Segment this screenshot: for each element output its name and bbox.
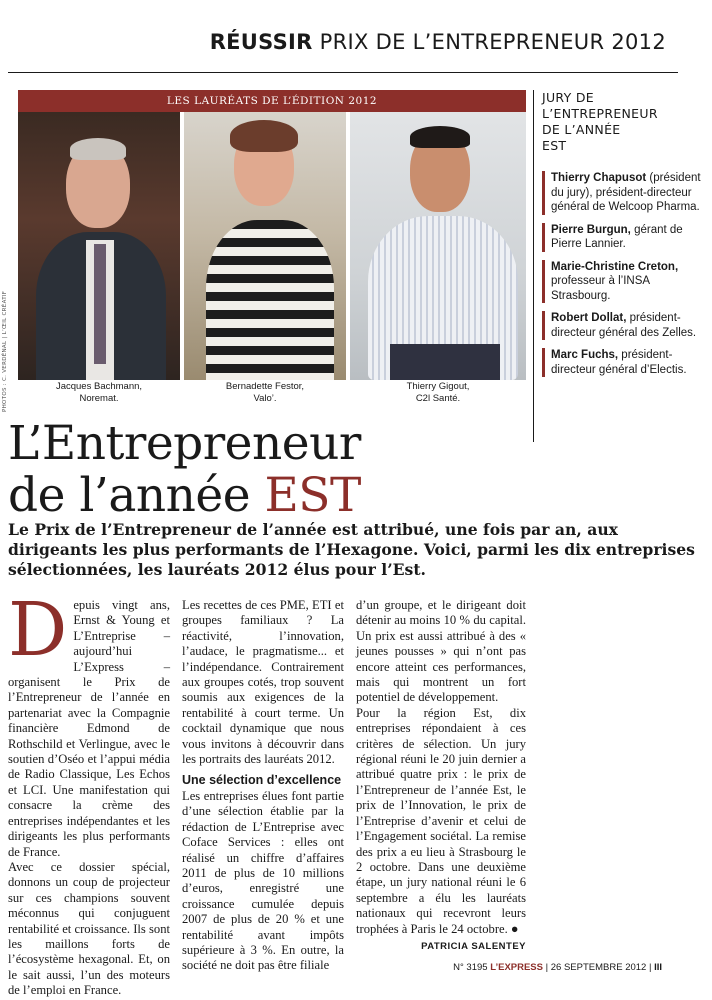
paragraph: Les entreprises élues font partie d’une sélection établie par la rédaction de L’Entreprise avec Coface Services : elles ont réalisé un chiffre d’affaires 2011 de plus de 10 millions d’euros, enregistré une croissance cumulée depuis 2007 de plus de 20 % et une rentabilité avant impôts supérieure à 3 %. En outre, la société ne doit pas être filiale bbox=[182, 788, 344, 973]
jury-member bbox=[542, 311, 707, 340]
jury-title-line: JURY DE bbox=[542, 90, 594, 105]
caption-company: Noremat. bbox=[79, 393, 119, 404]
person-hair bbox=[230, 120, 298, 152]
person-tie bbox=[94, 244, 106, 364]
caption-name: Bernadette Festor, bbox=[225, 381, 305, 392]
jury-member bbox=[542, 171, 707, 215]
page-number: III bbox=[654, 962, 662, 973]
paragraph: Avec ce dossier spécial, donnons un coup de projecteur sur ces champions souvent méconnus qui conjuguent rentabilité et croissance. Ils sont les maillons forts de l’écosystème hexagonal. Et, on le sait aussi, l’un des moteurs de l’emploi en France. bbox=[8, 859, 170, 998]
jury-member-name: Pierre Burgun, bbox=[551, 223, 631, 236]
section-label: RÉUSSIR bbox=[209, 30, 313, 54]
photo-credit: PHOTOS : C. VERDÉNAL | L’ŒIL CRÉATIF bbox=[2, 290, 8, 412]
article-column-2 bbox=[182, 598, 344, 974]
page-footer bbox=[453, 962, 662, 973]
article-column-1 bbox=[8, 587, 170, 999]
magazine-brand: L’EXPRESS bbox=[490, 962, 543, 973]
author-byline: PATRICIA SALENTEY bbox=[421, 940, 526, 952]
paragraph: d’un groupe, et le dirigeant doit détenir au moins 10 % du capital. Un prix est aussi attribué à des « jeunes pousses » qui n’ont pas encore atteint ces performances, mais qui montrent un fort potentiel de développement. bbox=[356, 598, 526, 705]
dropcap: D bbox=[8, 587, 68, 673]
photo-bernadette-festor bbox=[184, 112, 346, 380]
title-line-2 bbox=[8, 470, 361, 522]
paragraph-text: epuis vingt ans, Ernst & Young et L’Entreprise – aujourd’hui L’Express – organisent le Prix de l’Entrepreneur de l’année en partenariat avec la Compagnie financière Edmond de Rothschild et Verlingue, avec le soutien d’Oséo et l’appui média de Radio Classique, Les Echos et LCI. Une manifestation qui consacre la crème des entreprises indépendantes et les dirigeants les plus performants de France. bbox=[8, 598, 170, 859]
person-striped-top bbox=[206, 220, 334, 380]
person-trousers bbox=[390, 344, 500, 380]
article-column-3 bbox=[356, 598, 526, 954]
jury-member-role: président-directeur général des Zelles. bbox=[551, 312, 697, 339]
jury-member-role: professeur à l’INSA Strasbourg. bbox=[551, 275, 650, 302]
photo-thierry-gigout bbox=[350, 112, 526, 380]
caption-company: Valo’. bbox=[253, 393, 277, 404]
jury-list bbox=[542, 171, 707, 385]
jury-member-name: Robert Dollat, bbox=[551, 312, 627, 324]
article-title bbox=[8, 418, 361, 522]
jury-member bbox=[542, 348, 707, 377]
issue-date: | 26 SEPTEMBRE 2012 | bbox=[543, 962, 655, 973]
header-title: PRIX DE L’ENTREPRENEUR 2012 bbox=[319, 30, 666, 54]
jury-title bbox=[542, 90, 702, 154]
jury-member-name: Thierry Chapusot bbox=[551, 172, 647, 184]
photo-jacques-bachmann bbox=[18, 112, 180, 380]
person-hair bbox=[410, 126, 470, 148]
person-hair bbox=[70, 138, 126, 160]
title-accent: EST bbox=[264, 468, 361, 523]
jury-member bbox=[542, 260, 707, 304]
jury-member-role: gérant de Pierre Lannier. bbox=[551, 223, 683, 250]
caption-name: Jacques Bachmann, bbox=[55, 381, 143, 392]
jury-title-line: EST bbox=[542, 138, 567, 153]
caption-bachmann bbox=[18, 381, 180, 405]
jury-title-line: DE L’ANNÉE bbox=[542, 122, 621, 137]
jury-member-name: Marie-Christine Creton, bbox=[551, 260, 679, 273]
title-line-2-text: de l’année bbox=[8, 468, 265, 523]
jury-member-role: (président du jury), président-directeur général de Welcoop Pharma. bbox=[551, 172, 701, 213]
article-lede: Le Prix de l’Entrepreneur de l’année est attribué, une fois par an, aux dirigeants les plus performants de l’Hexagone. Voici, parmi les dix entreprises sélectionnées, les lauréats 2012 élus pour l’Est. bbox=[8, 520, 695, 579]
caption-festor bbox=[184, 381, 346, 405]
issue-number: N° 3195 bbox=[453, 962, 491, 973]
jury-member-name: Marc Fuchs, bbox=[551, 349, 619, 361]
caption-name: Thierry Gigout, bbox=[406, 381, 470, 392]
title-line-1: L’Entrepreneur bbox=[8, 416, 361, 471]
caption-company: C2l Santé. bbox=[415, 393, 461, 404]
header-divider bbox=[8, 72, 678, 73]
jury-member-role: président-directeur général d’Electis. bbox=[551, 349, 687, 376]
paragraph bbox=[8, 587, 170, 860]
jury-member bbox=[542, 223, 707, 252]
photo-banner: LES LAURÉATS DE L’ÉDITION 2012 bbox=[18, 90, 526, 112]
paragraph: Les recettes de ces PME, ETI et groupes familiaux ? La réactivité, l’innovation, l’audace, le pragmatisme... et l’indépendance. Contrairement aux groupes cotés, trop souvent soumis aux exigences de la rentabilité à court terme. Un cocktail dynamique que nous vous invitons à découvrir dans les portraits des lauréats 2012. bbox=[182, 598, 344, 767]
sidebar-divider bbox=[533, 90, 534, 442]
page-header bbox=[210, 30, 666, 54]
section-subhead: Une sélection d’excellence bbox=[182, 773, 342, 788]
jury-title-line: L’ENTREPRENEUR bbox=[542, 106, 658, 121]
paragraph: Pour la région Est, dix entreprises répondaient à ces critères de sélection. Un jury régional réuni le 20 juin dernier a attribué quatre prix : le prix de l’Entrepreneur de l’année Est, le prix de l’Innovation, le prix de l’Entreprise d’avenir et celui de l’Engagement sociétal. La remise des prix a eu lieu à Strasbourg le 2 octobre. Dans une deuxième étape, un jury national réuni le 6 septembre a élu les lauréats nationaux qui recevront leurs trophées à Paris le 24 octobre. ● bbox=[356, 705, 526, 936]
caption-gigout bbox=[350, 381, 526, 405]
